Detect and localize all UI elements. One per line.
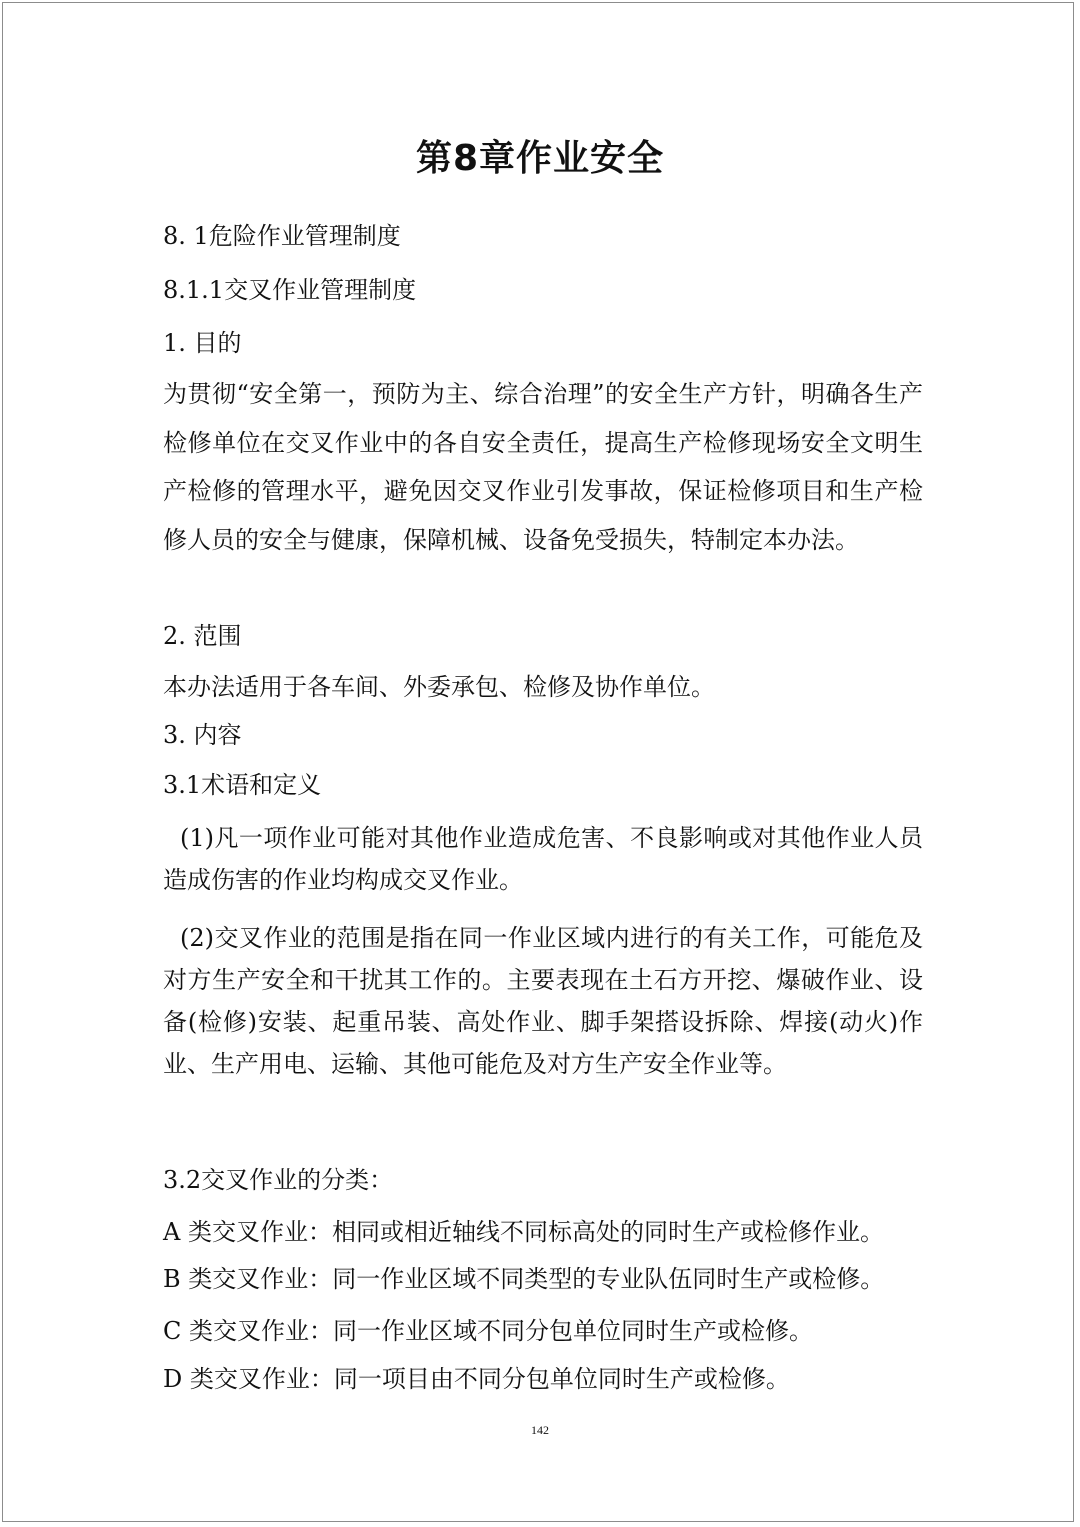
section-heading: 8. 1危险作业管理制度 [163, 222, 401, 250]
classification-item-c: C 类交叉作业：同一作业区域不同分包单位同时生产或检修。 [163, 1317, 813, 1345]
content-heading: 3. 内容 [163, 721, 242, 749]
definition-1-paragraph: (1)凡一项作业可能对其他作业造成危害、不良影响或对其他作业人员造成伤害的作业均构成交叉作业。 [163, 824, 923, 894]
chapter-title: 第8章作业安全 [415, 138, 665, 179]
page-number: 142 [531, 1423, 549, 1437]
definition-2-paragraph: (2)交叉作业的范围是指在同一作业区域内进行的有关工作，可能危及对方生产安全和干扰其工作的。主要表现在土石方开挖、爆破作业、设备(检修)安装、起重吊装、高处作业、脚手架搭设拆除、焊接(动火)作业、生产用电、运输、其他可能危及对方生产安全作业等。 [163, 924, 923, 1078]
terms-heading: 3.1术语和定义 [163, 771, 322, 799]
purpose-paragraph: 为贯彻“安全第一，预防为主、综合治理”的安全生产方针，明确各生产检修单位在交叉作业中的各自安全责任，提高生产检修现场安全文明生产检修的管理水平，避免因交叉作业引发事故，保证检修项目和生产检修人员的安全与健康，保障机械、设备免受损失，特制定本办法。 [163, 380, 923, 554]
classification-item-d: D 类交叉作业：同一项目由不同分包单位同时生产或检修。 [163, 1365, 790, 1393]
classification-item-a: A 类交叉作业：相同或相近轴线不同标高处的同时生产或检修作业。 [163, 1218, 884, 1246]
purpose-heading: 1. 目的 [163, 329, 242, 357]
subsection-heading: 8.1.1交叉作业管理制度 [163, 276, 417, 304]
scope-heading: 2. 范围 [163, 622, 242, 650]
scope-paragraph: 本办法适用于各车间、外委承包、检修及协作单位。 [163, 673, 715, 701]
classification-heading: 3.2交叉作业的分类： [163, 1166, 394, 1194]
classification-item-b: B 类交叉作业：同一作业区域不同类型的专业队伍同时生产或检修。 [163, 1265, 885, 1293]
